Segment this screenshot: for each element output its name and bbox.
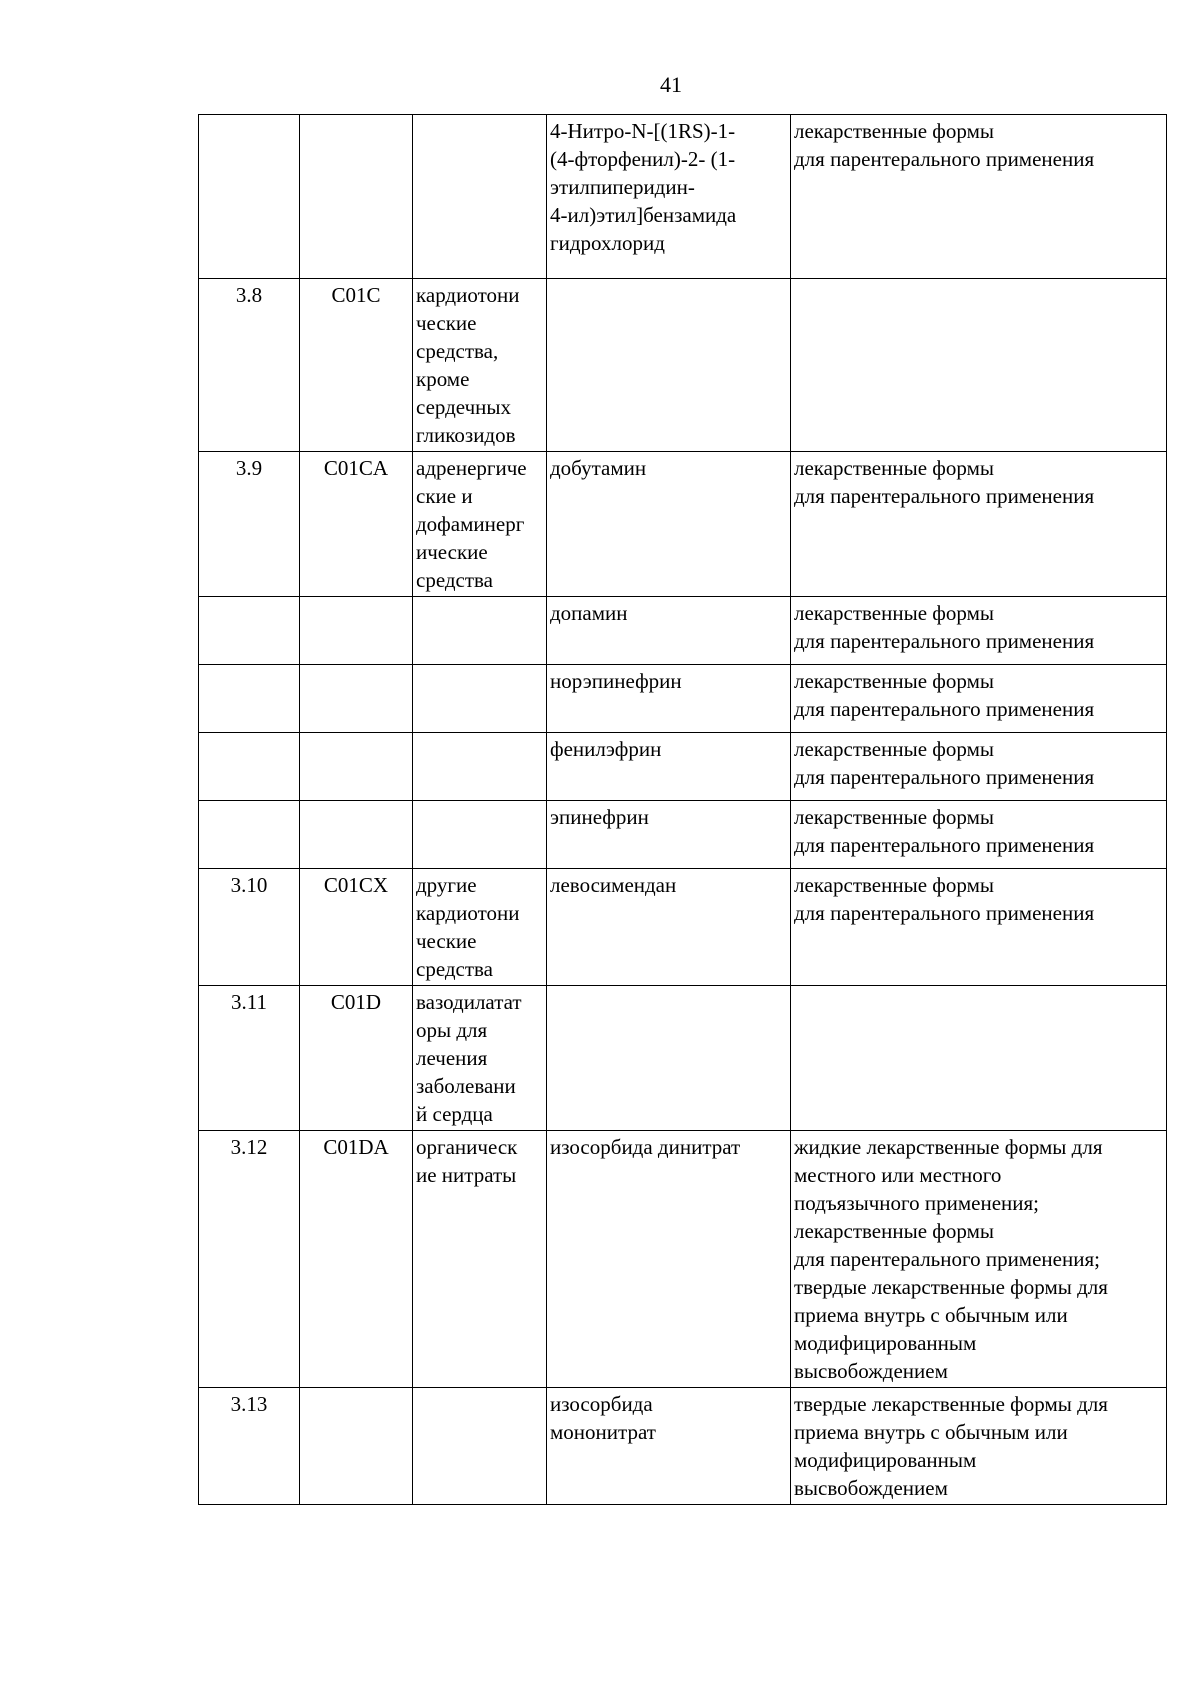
drug-name: эпинефрин [547, 801, 791, 869]
pharmacological-group [413, 1388, 547, 1505]
drug-name: изосорбида мононитрат [547, 1388, 791, 1505]
table-row [199, 597, 1167, 665]
drug-name: изосорбида динитрат [547, 1131, 791, 1388]
atc-code [300, 733, 413, 801]
dosage-forms: лекарственные формы для парентерального применения [791, 452, 1167, 597]
drug-name: добутамин [547, 452, 791, 597]
page-number: 41 [660, 72, 682, 97]
atc-code [300, 665, 413, 733]
dosage-forms: жидкие лекарственные формы для местного или местного подъязычного применения; лекарственные формы для парентерального применения; твердые лекарственные формы для приема внутрь с обычным или модифицированным высвобождением [791, 1131, 1167, 1388]
drug-name: 4-Нитро-N-[(1RS)-1- (4-фторфенил)-2- (1- этилпиперидин- 4-ил)этил]бензамида гидрохлорид [547, 115, 791, 279]
atc-code: C01DA [300, 1131, 413, 1388]
drug-name: левосимендан [547, 869, 791, 986]
atc-code: C01C [300, 279, 413, 452]
row-number [199, 115, 300, 279]
table-row [199, 1388, 1167, 1505]
atc-code: C01D [300, 986, 413, 1131]
row-number: 3.12 [199, 1131, 300, 1388]
pharmacological-group: органическ ие нитраты [413, 1131, 547, 1388]
dosage-forms [791, 279, 1167, 452]
drug-name: норэпинефрин [547, 665, 791, 733]
atc-code [300, 801, 413, 869]
dosage-forms: лекарственные формы для парентерального применения [791, 733, 1167, 801]
atc-code: C01CA [300, 452, 413, 597]
atc-code [300, 1388, 413, 1505]
table-row [199, 801, 1167, 869]
dosage-forms: лекарственные формы для парентерального применения [791, 869, 1167, 986]
row-number: 3.8 [199, 279, 300, 452]
row-number [199, 665, 300, 733]
table-row [199, 452, 1167, 597]
pharmacological-group [413, 115, 547, 279]
atc-code [300, 115, 413, 279]
row-number: 3.10 [199, 869, 300, 986]
drug-name: допамин [547, 597, 791, 665]
row-number: 3.9 [199, 452, 300, 597]
pharmacological-group [413, 597, 547, 665]
table-row [199, 115, 1167, 279]
row-number [199, 597, 300, 665]
row-number: 3.13 [199, 1388, 300, 1505]
drug-name [547, 986, 791, 1131]
pharmacological-group: адренергиче ские и дофаминерг ические средства [413, 452, 547, 597]
dosage-forms: лекарственные формы для парентерального применения [791, 801, 1167, 869]
atc-code: C01CX [300, 869, 413, 986]
pharmacological-group: другие кардиотони ческие средства [413, 869, 547, 986]
dosage-forms: лекарственные формы для парентерального применения [791, 115, 1167, 279]
pharmacological-group: кардиотони ческие средства, кроме сердечных гликозидов [413, 279, 547, 452]
table-row [199, 1131, 1167, 1388]
table-row [199, 733, 1167, 801]
pharmacological-group [413, 733, 547, 801]
drug-name [547, 279, 791, 452]
table-row [199, 986, 1167, 1131]
dosage-forms: твердые лекарственные формы для приема внутрь с обычным или модифицированным высвобождением [791, 1388, 1167, 1505]
drug-table [198, 114, 1167, 1505]
atc-code [300, 597, 413, 665]
pharmacological-group [413, 801, 547, 869]
row-number [199, 801, 300, 869]
table-row [199, 869, 1167, 986]
row-number: 3.11 [199, 986, 300, 1131]
pharmacological-group: вазодилатат оры для лечения заболевани й сердца [413, 986, 547, 1131]
row-number [199, 733, 300, 801]
dosage-forms: лекарственные формы для парентерального применения [791, 597, 1167, 665]
table-row [199, 665, 1167, 733]
dosage-forms [791, 986, 1167, 1131]
drug-name: фенилэфрин [547, 733, 791, 801]
table-row [199, 279, 1167, 452]
dosage-forms: лекарственные формы для парентерального применения [791, 665, 1167, 733]
pharmacological-group [413, 665, 547, 733]
